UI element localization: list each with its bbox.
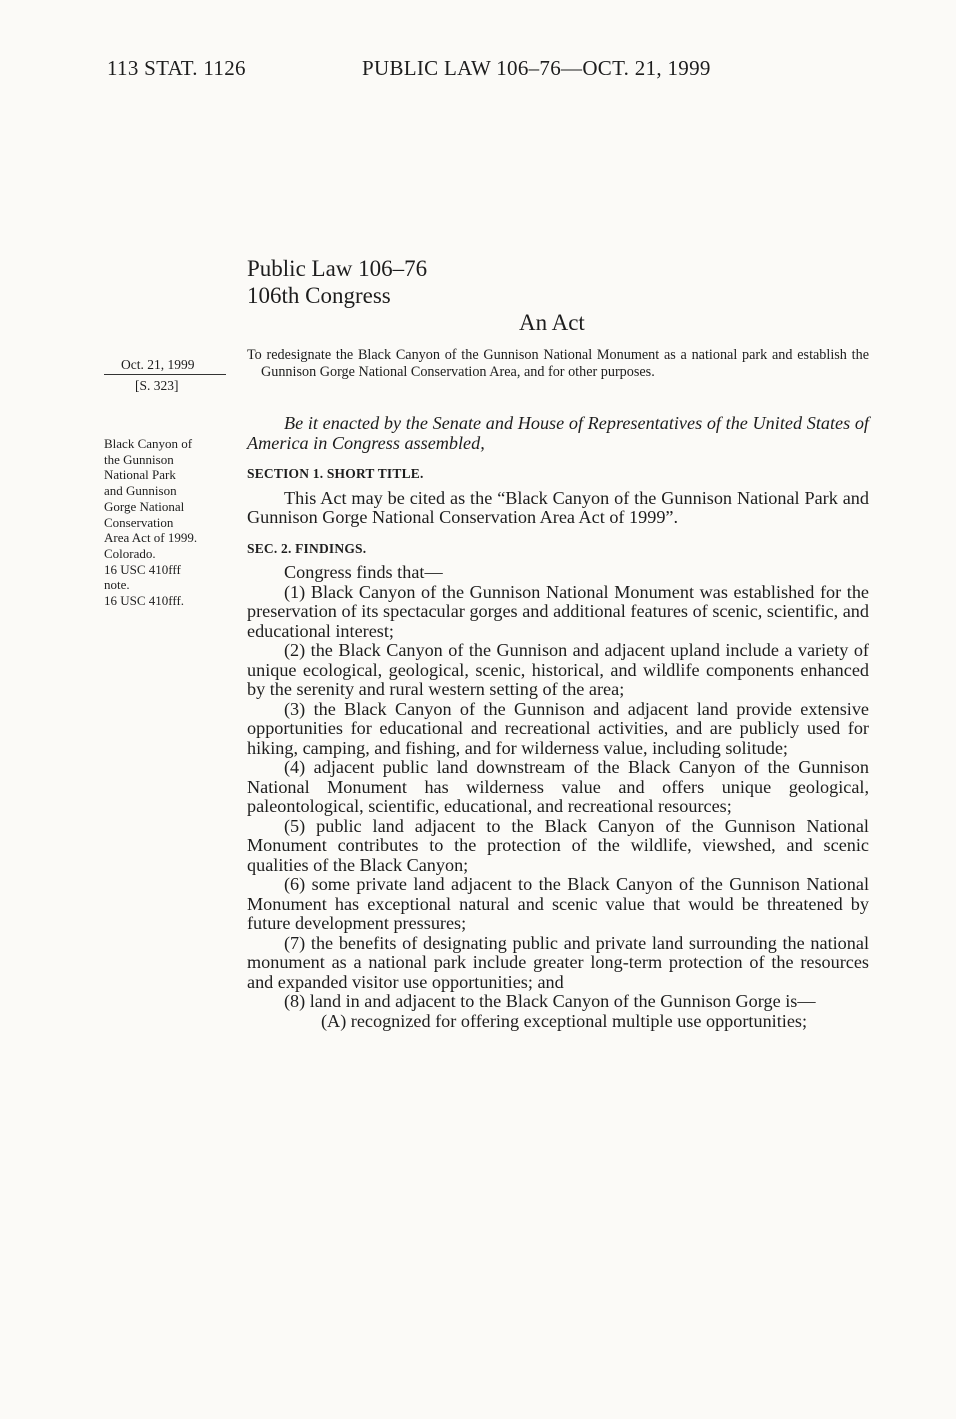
purpose-text: To redesignate the Black Canyon of the Gunnison National Monument as a national park and establish the Gunnison Gorge National Conservation Area, and for other purposes. [247, 347, 869, 381]
finding-item: (2) the Black Canyon of the Gunnison and adjacent upland include a variety of unique ecological, geological, scenic, historical, and wildlife components enhanced by the serenity and rural western setting of the area; [247, 640, 869, 699]
section-1-heading: SECTION 1. SHORT TITLE. [247, 466, 424, 481]
margin-note: Conservation [104, 514, 174, 530]
public-law-number: Public Law 106–76 [247, 256, 428, 281]
margin-notes [104, 436, 232, 609]
margin-note: Gorge National [104, 498, 185, 514]
finding-item: (1) Black Canyon of the Gunnison National Monument was established for the preservation of its spectacular gorges and additional features of scenic, scientific, and educational interest; [247, 581, 869, 641]
margin-divider [104, 374, 226, 375]
finding-item: (3) the Black Canyon of the Gunnison and adjacent land provide extensive opportunities for educational and recreational activities, and are publicly used for hiking, camping, and fishing, and for wilderness value, including solitude; [247, 698, 869, 758]
enacting-clause: Be it enacted by the Senate and House of Representatives of the United States of America in Congress assembled, [247, 413, 869, 453]
finding-subitem: (A) recognized for offering exceptional multiple use opportunities; [321, 1010, 808, 1031]
section-2-intro: Congress finds that— [284, 562, 443, 582]
an-act-title: An Act [519, 310, 585, 335]
finding-item: (4) adjacent public land downstream of the Black Canyon of the Gunnison National Monument has wilderness value and offers unique geological, paleontological, scientific, educational, and recreational resources; [247, 757, 869, 816]
margin-note: and Gunnison [104, 483, 177, 499]
margin-note: Colorado. [104, 545, 156, 561]
margin-note: Black Canyon of [104, 436, 193, 451]
act-body [247, 414, 869, 1031]
margin-note: the Gunnison [104, 451, 174, 467]
page-number: 113 STAT. 1126 [107, 56, 246, 80]
margin-note: 16 USC 410fff. [104, 593, 185, 609]
margin-date: Oct. 21, 1999 [121, 357, 195, 372]
finding-item: (5) public land adjacent to the Black Canyon of the Gunnison National Monument contributes to the protection of the wildlife, viewshed, and scenic qualities of the Black Canyon; [247, 815, 869, 875]
finding-item: (7) the benefits of designating public and private land surrounding the national monument as a national park include greater long-term protection of the resources and expanded visitor use opportunities; and [247, 932, 869, 992]
congress-number: 106th Congress [247, 283, 391, 308]
header-title: PUBLIC LAW 106–76—OCT. 21, 1999 [362, 56, 711, 80]
finding-item: (6) some private land adjacent to the Black Canyon of the Gunnison National Monument has exceptional natural and scenic value that would be threatened by future development pressures; [247, 874, 869, 933]
margin-note: note. [104, 577, 130, 593]
section-2-heading: SEC. 2. FINDINGS. [247, 540, 367, 556]
purpose-statement [247, 347, 869, 382]
margin-bill-number: [S. 323] [135, 378, 179, 393]
margin-note: 16 USC 410fff [104, 561, 181, 577]
margin-note: Area Act of 1999. [104, 530, 198, 546]
law-heading [247, 255, 427, 309]
section-1-text: This Act may be cited as the “Black Canyon of the Gunnison National Park and Gunnison Gorge National Conservation Area Act of 1999”. [247, 487, 869, 527]
margin-note: National Park [104, 467, 176, 483]
finding-item: (8) land in and adjacent to the Black Canyon of the Gunnison Gorge is— [284, 991, 816, 1011]
